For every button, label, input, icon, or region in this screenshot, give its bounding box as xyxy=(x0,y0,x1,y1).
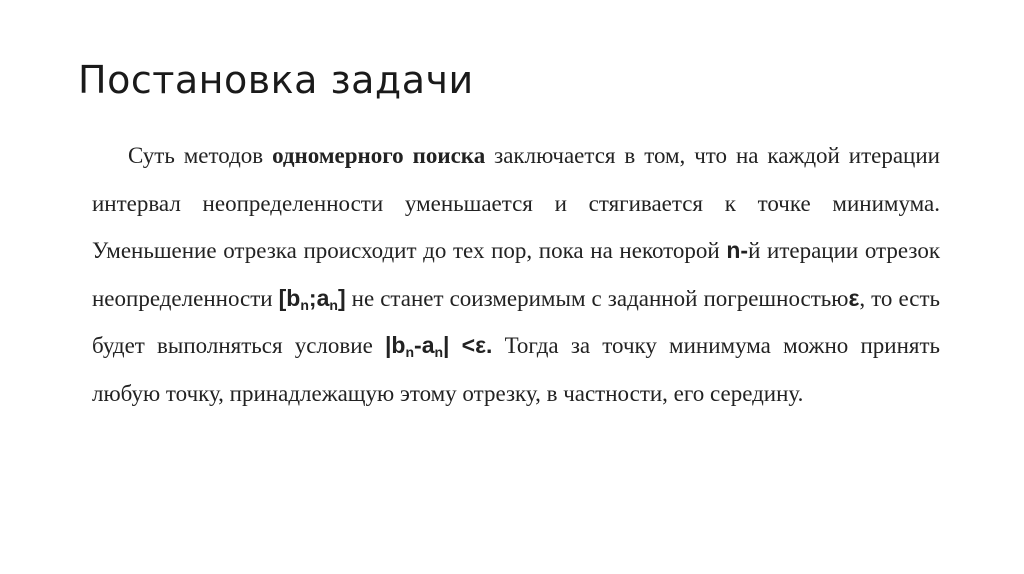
text-run: Суть методов xyxy=(128,143,273,168)
formula-subscript: n xyxy=(405,344,415,360)
text-run: не станет соизмеримым с заданной погрешностью xyxy=(345,285,849,311)
text-run: заключается в том, что на каждой итерации интервал неопределенности уменьшается и стягивается к точке минимума. Уменьшение отрезка происходит до тех пор, пока на некоторой xyxy=(92,143,940,263)
body-paragraph xyxy=(92,132,940,417)
formula-part: ;a xyxy=(308,284,330,311)
condition-formula xyxy=(385,332,450,358)
slide-title: Постановка задачи xyxy=(78,58,474,102)
text-run: Тогда за точку минимума можно принять любую точку, принадлежащую этому отрезку, в частности, его середину. xyxy=(92,333,940,406)
emphasis-term: одномерного поиска xyxy=(272,143,486,168)
formula-part: -a xyxy=(414,332,435,358)
text-run: , то есть будет выполняться условие xyxy=(92,285,940,358)
segment-formula xyxy=(279,285,346,311)
formula-part: |b xyxy=(384,332,406,358)
formula-part: | xyxy=(443,332,450,358)
formula-subscript: n xyxy=(434,344,444,360)
formula-part: ] xyxy=(337,284,346,311)
condition-bound: <ε. xyxy=(461,332,493,358)
text-run xyxy=(449,333,461,358)
epsilon-symbol: ε xyxy=(848,284,860,311)
iteration-symbol: n- xyxy=(726,237,749,263)
formula-subscript: n xyxy=(300,296,309,313)
text-run: й итерации отрезок неопределенности xyxy=(92,238,941,311)
formula-part: [b xyxy=(278,284,301,311)
formula-subscript: n xyxy=(329,296,338,313)
